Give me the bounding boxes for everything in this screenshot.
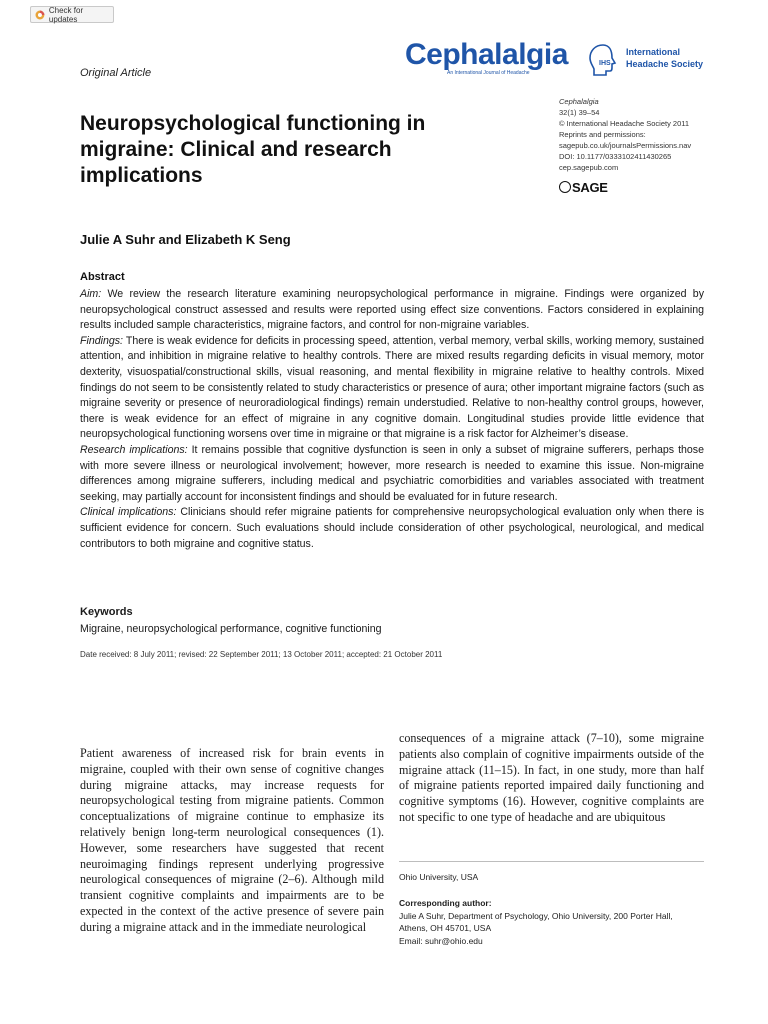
abstract-clinical-text: Clinicians should refer migraine patients for comprehensive neuropsychological evaluation only when there is sufficient evidence for concern. Such evaluations should include consideration of other psychological, neurological, and medical contributors to both migraine and cognitive status.	[80, 506, 705, 550]
paper-title-line1: Neuropsychological functioning in	[80, 112, 426, 135]
crossmark-icon	[35, 10, 45, 20]
society-name	[626, 46, 716, 70]
abstract-aim-text: We review the research literature examining neuropsychological performance in migraine. Findings were organized by neuropsychological construct assessed and results were reported using effect size conventions. Factors considered in explaining results included sample characteristics, migraine factors, and control for non-migraine variables.	[80, 288, 704, 332]
abstract-heading: Abstract	[80, 271, 125, 283]
journal-info-doi[interactable]: DOI: 10.1177/0333102411430265	[559, 152, 672, 161]
journal-info-copyright: © International Headache Society 2011	[559, 119, 690, 128]
abstract-research	[80, 443, 704, 505]
affiliation: Ohio University, USA	[399, 872, 479, 882]
journal-logo-tagline: An International Journal of Headache	[447, 70, 530, 76]
sage-logo-text: SAGE	[572, 180, 608, 195]
keywords-text: Migraine, neuropsychological performance, cognitive functioning	[80, 623, 382, 635]
journal-info	[559, 96, 739, 173]
keywords-heading: Keywords	[80, 606, 133, 618]
abstract-findings-text: There is weak evidence for deficits in processing speed, attention, verbal memory, verbal skills, working memory, sustained attention, and inhibition in migraine relative to healthy controls. There are mixed results regarding deficits in visual memory, motor dexterity, visuospatial/constructional skills, visual reasoning, and mental flexibility in migraine relative to healthy controls. Mixed findings do not seem to be consistently related to study characteristics or presence of aura; other important migraine factors (such as migraine severity or presence of neuroradiological findings) remain understudied. Relative to non-healthy control groups, however, there is weak evidence for an effect of migraine in any cognitive domain. Longitudinal studies provide little evidence that neuropsychological functioning worsens over time in migraine or that migraine is a risk factor for Alzheimer’s disease.	[80, 334, 704, 441]
body-column-right: consequences of a migraine attack (7–10), some migraine patients also complain of cognitive impairments outside of the migraine attack (11–15). In fact, in one study, more than half of migraine patients reported impaired daily functioning and cognitive symptoms (16). However, cognitive complaints are not specific to one type of headache and are ubiquitous	[399, 731, 704, 824]
journal-info-website[interactable]: cep.sagepub.com	[559, 163, 619, 172]
abstract-body	[80, 287, 704, 552]
paper-title	[80, 111, 500, 189]
journal-info-reprints: Reprints and permissions:	[559, 130, 646, 139]
abstract-findings	[80, 334, 704, 443]
paper-title-line2: migraine: Clinical and research	[80, 138, 392, 161]
dates-line: Date received: 8 July 2011; revised: 22 September 2011; 13 October 2011; accepted: 21 October 2011	[80, 650, 443, 659]
journal-info-name: Cephalalgia	[559, 97, 599, 106]
check-for-updates-button[interactable]	[30, 6, 114, 23]
society-badge: IHS	[599, 60, 611, 67]
abstract-research-text: It remains possible that cognitive dysfunction is seen in only a subset of migraine sufferers, perhaps those with more severe illness or neurological involvement; however, more research is needed to examine this issue. Non-migraine differences among migraine sufferers, including medical and psychiatric comorbidities and variables associated with treatment seeking, may partially account for inconsistent findings and should be evaluated for in future research.	[80, 443, 704, 503]
corresponding-author-details	[399, 910, 719, 947]
article-type-label: Original Article	[80, 67, 152, 79]
head-profile-icon	[585, 42, 623, 78]
society-logo	[585, 42, 715, 78]
footnote-divider	[399, 861, 704, 862]
journal-logo-wordmark: Cephalalgia	[405, 38, 568, 71]
society-name-line1: International	[626, 47, 681, 57]
sage-logo	[559, 180, 608, 195]
abstract-aim	[80, 287, 704, 334]
paper-title-line3: implications	[80, 164, 203, 187]
corresponding-author-line2: Athens, OH 45701, USA	[399, 923, 492, 934]
abstract-clinical-label: Clinical implications:	[80, 506, 177, 519]
abstract-clinical	[80, 505, 704, 552]
journal-info-reprints-url[interactable]: sagepub.co.uk/journalsPermissions.nav	[559, 141, 692, 150]
journal-logo	[405, 38, 575, 80]
society-name-line2: Headache Society	[626, 59, 704, 69]
author-list: Julie A Suhr and Elizabeth K Seng	[80, 232, 291, 247]
corresponding-author-line1: Julie A Suhr, Department of Psychology, Ohio University, 200 Porter Hall,	[399, 911, 673, 921]
corresponding-author-email[interactable]: Email: suhr@ohio.edu	[399, 935, 483, 946]
body-column-left: Patient awareness of increased risk for brain events in migraine, coupled with their own sense of cognitive changes during migraine attacks, may increase requests for neuropsychological testing from migraine patients. Common conceptualizations of migraine continue to emphasize its relatively benign long-term neurological consequences (1). However, some researchers have suggested that recent neuroimaging findings represent underlying progressive neurological consequences of migraine (2–6). Although mild transient cognitive complaints and impairments are to be expected in the context of the active presence of severe pain during a migraine attack and in the immediate neurological	[80, 746, 384, 934]
abstract-research-label: Research implications:	[80, 443, 188, 456]
check-for-updates-label: Check for updates	[48, 5, 84, 24]
sage-logo-icon	[559, 181, 571, 193]
journal-info-volume: 32(1) 39–54	[559, 108, 600, 117]
abstract-aim-label: Aim:	[80, 288, 102, 300]
abstract-findings-label: Findings:	[80, 334, 123, 347]
corresponding-author-heading: Corresponding author:	[399, 898, 492, 908]
